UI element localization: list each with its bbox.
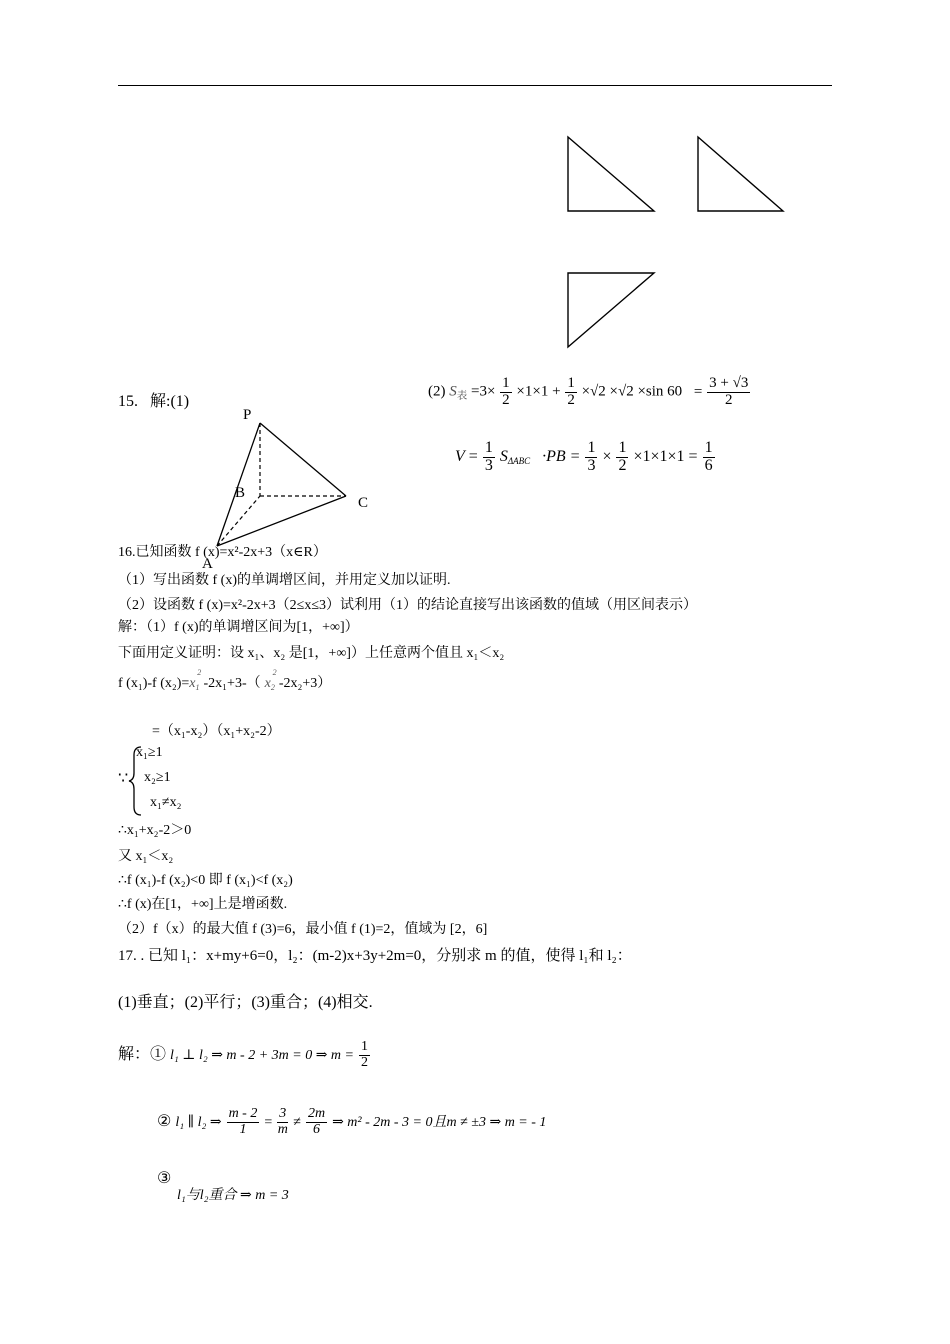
vertex-label-C: C (358, 495, 369, 511)
part2-label: (2) (428, 383, 446, 400)
q16-solution2: （2）f（x）的最大值 f (3)=6，最小值 f (1)=2，值域为 [2，6] (118, 922, 488, 937)
surface-eq: = (693, 383, 703, 400)
three-view-drawing (560, 130, 800, 355)
parallel-mark: ② (157, 1112, 172, 1130)
condition-3: x₁≠x₂ (150, 795, 182, 810)
q17-title: 17. . 已知 l₁：x+my+6=0，l₂：(m-2)x+3y+2m=0，分别求 m 的值，使得 l₁和 l₂： (118, 948, 632, 964)
edge-AC (217, 496, 346, 546)
parallel-tail: ⇒ m² - 2m - 3 = 0且m ≠ ±3 ⇒ m = - 1 (332, 1114, 547, 1130)
q16-part2: （2）设函数 f (x)=x²-2x+3（2≤x≤3）试利用（1）的结论直接写出该函数的值域（用区间表示） (118, 598, 698, 613)
q17-perpendicular (118, 1040, 371, 1070)
diff-x1-square: $x_1$ 2 (189, 668, 202, 692)
q17-solution-label: 解：① (118, 1045, 167, 1063)
diff-tail: -2x₂+3） (278, 676, 332, 691)
volume-tail: ×1×1×1 = (633, 447, 698, 465)
q16-proof-intro: 下面用定义证明：设 x₁、x₂ 是[1，+∞]）上任意两个值且 x₁＜x₂ (118, 646, 505, 661)
q15-number: 15. (118, 393, 138, 410)
diff-x2-square: $x_2$ 2 (264, 668, 277, 692)
q17-coincide-mark: ③ (157, 1170, 172, 1187)
perp-result: $\frac{1}{2}$ (361, 1039, 368, 1070)
surface-result: $\frac{3 + √3}{2}$ (709, 375, 749, 408)
edge-PC (260, 423, 346, 496)
parallel-eq: = (264, 1114, 273, 1130)
condition-1: x₁≥1 (136, 745, 163, 760)
parallel-frac-3: $\frac{2m}{6}$ (307, 1106, 326, 1137)
surface-expr1: =3× (471, 383, 496, 400)
parallel-neq: ≠ (293, 1114, 301, 1130)
conclusion-2: 又 x₁＜x₂ (118, 849, 174, 864)
q17-parts: (1)垂直；(2)平行；(3)重合；(4)相交. (118, 994, 373, 1011)
volume-eq1: = (468, 447, 478, 465)
volume-pb: ·PB = (542, 447, 581, 465)
header-rule (118, 85, 832, 86)
q17-coincide: l₁与l₂重合 ⇒ m = 3 (177, 1188, 289, 1203)
q15-solution-label: 解:(1) (150, 393, 190, 410)
volume-base-sub: ΔABC (507, 455, 531, 466)
conclusion-3: ∴f (x₁)-f (x₂)<0 即 f (x₁)<f (x₂) (118, 873, 293, 888)
volume-half: $\frac{1}{2}$ (618, 439, 627, 474)
vertex-label-P: P (243, 407, 252, 423)
perp-expr: l₁ ⊥ l₂ ⇒ m - 2 + 3m = 0 ⇒ m = (170, 1047, 354, 1063)
q16-part1: （1）写出函数 f (x)的单调增区间，并用定义加以证明. (118, 573, 451, 588)
q17-parallel (157, 1107, 546, 1137)
parallel-frac-1: $\frac{m - 2}{1}$ (228, 1106, 258, 1137)
volume-base-symbol: S (499, 447, 508, 465)
surface-symbol: S (449, 383, 457, 400)
q16-difference (118, 668, 332, 692)
surface-sub: 表 (456, 390, 468, 402)
q16-title: 16.已知函数 f (x)=x²-2x+3（x∈R） (118, 545, 327, 560)
parallel-lhs: l₁ ∥ l₂ ⇒ (175, 1114, 222, 1130)
q15-label (118, 388, 189, 411)
surface-expr3: ×√2 ×√2 ×sin 60 (581, 383, 683, 400)
volume-third-2: $\frac{1}{3}$ (587, 439, 596, 474)
conclusion-1: ∴x₁+x₂-2＞0 (118, 823, 192, 838)
surface-area-formula (428, 376, 751, 409)
vertex-label-B: B (235, 485, 246, 501)
volume-formula (455, 440, 716, 475)
vertex-label-A: A (202, 556, 213, 572)
side-view-triangle (698, 137, 783, 211)
since-symbol: ∵ (118, 770, 129, 787)
diff-mid: -2x₁+3-（ (203, 676, 261, 691)
conclusion-4: ∴f (x)在[1，+∞]上是增函数. (118, 897, 288, 912)
front-view-triangle (568, 137, 654, 211)
surface-half-1: $\frac{1}{2}$ (502, 375, 510, 408)
parallel-frac-2: $\frac{3}{m}$ (277, 1106, 288, 1137)
volume-third-1: $\frac{1}{3}$ (484, 439, 493, 474)
top-view-triangle (568, 273, 654, 347)
volume-symbol: V (455, 447, 465, 465)
volume-times: × (602, 447, 612, 465)
q16-factored: =（x₁-x₂）（x₁+x₂-2） (152, 724, 281, 739)
condition-2: x₂≥1 (144, 770, 171, 785)
volume-result: $\frac{1}{6}$ (704, 439, 713, 474)
surface-half-2: $\frac{1}{2}$ (567, 375, 575, 408)
edge-AB (217, 496, 260, 546)
surface-expr2: ×1×1 + (516, 383, 561, 400)
diff-lhs: f (x₁)-f (x₂)= (118, 676, 190, 691)
q16-solution1: 解：（1）f (x)的单调增区间为[1，+∞]） (118, 620, 359, 635)
